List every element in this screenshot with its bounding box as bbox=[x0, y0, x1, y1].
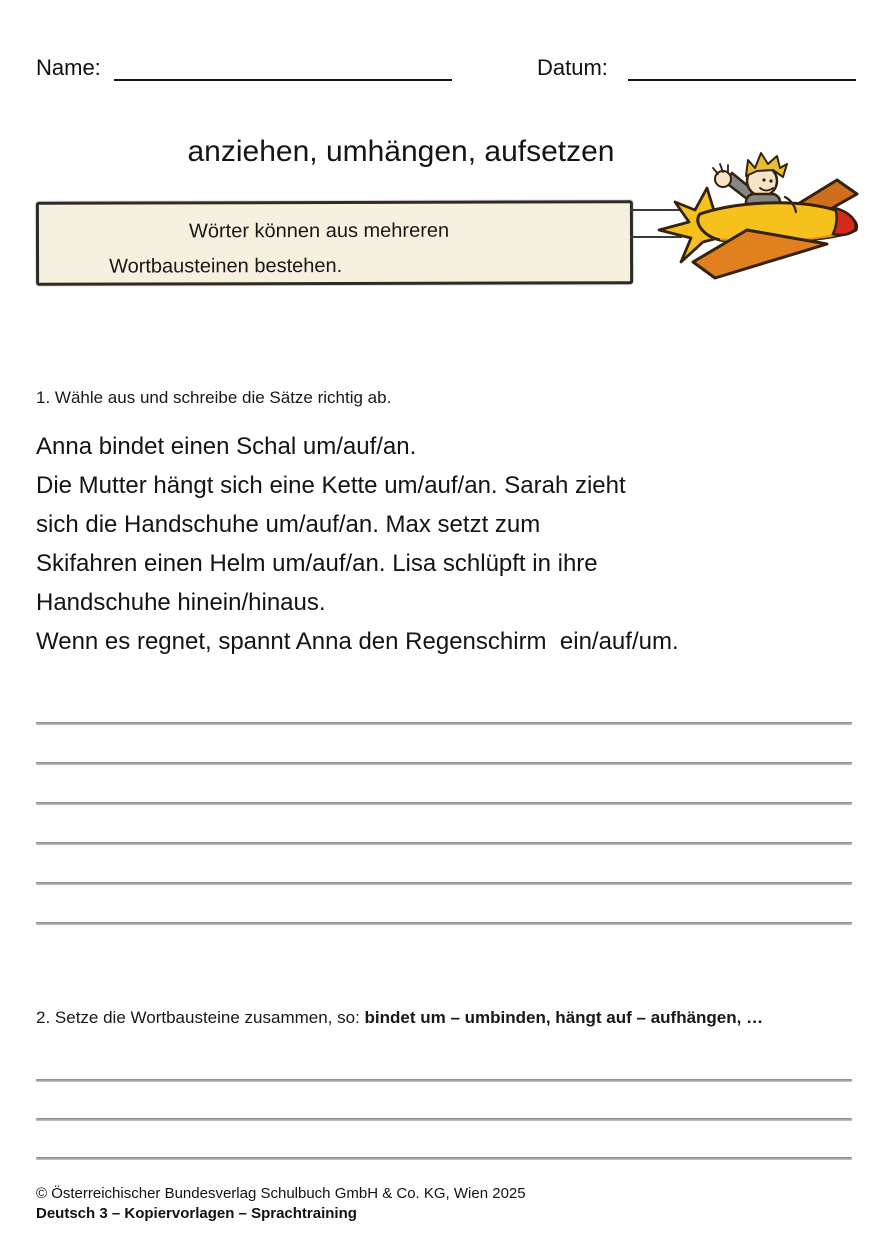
copyright-line: © Österreichischer Bundesverlag Schulbuch GmbH & Co. KG, Wien 2025 bbox=[36, 1185, 526, 1202]
writing-line[interactable] bbox=[36, 1118, 852, 1121]
date-fill-line[interactable] bbox=[628, 79, 856, 81]
series-line: Deutsch 3 – Kopiervorlagen – Sprachtraining bbox=[36, 1205, 357, 1222]
writing-line[interactable] bbox=[36, 802, 852, 805]
plane-nose-icon bbox=[833, 208, 856, 235]
writing-line[interactable] bbox=[36, 1079, 852, 1082]
task1-sentence: Handschuhe hinein/hinaus. bbox=[36, 589, 326, 616]
task2-instruction bbox=[36, 1008, 763, 1028]
task1-sentence: Anna bindet einen Schal um/auf/an. bbox=[36, 433, 417, 460]
banner-text-line2: Wortbausteinen bestehen. bbox=[109, 254, 343, 278]
task1-text-block bbox=[36, 427, 856, 661]
banner-text-line1: Wörter können aus mehreren bbox=[188, 219, 450, 243]
task2-instruction-example: bindet um – umbinden, hängt auf – aufhängen, … bbox=[364, 1008, 764, 1027]
writing-line[interactable] bbox=[36, 842, 852, 845]
writing-line[interactable] bbox=[36, 722, 852, 725]
page-title: anziehen, umhängen, aufsetzen bbox=[187, 135, 615, 168]
name-fill-line[interactable] bbox=[114, 79, 452, 81]
writing-line[interactable] bbox=[36, 762, 852, 765]
writing-line[interactable] bbox=[36, 922, 852, 925]
writing-line[interactable] bbox=[36, 882, 852, 885]
writing-line[interactable] bbox=[36, 1157, 852, 1160]
task1-sentence: sich die Handschuhe um/auf/an. Max setzt zum bbox=[36, 511, 541, 538]
task2-instruction-prefix: 2. Setze die Wortbausteine zusammen, so: bbox=[36, 1008, 365, 1027]
page-footer bbox=[36, 1184, 526, 1224]
task1-sentence: Die Mutter hängt sich eine Kette um/auf/an. Sarah zieht bbox=[36, 472, 626, 499]
name-label: Name: bbox=[36, 55, 101, 80]
task1-writing-area bbox=[36, 722, 852, 962]
airplane-illustration bbox=[645, 150, 880, 318]
banner-box bbox=[36, 200, 633, 286]
date-label: Datum: bbox=[537, 55, 608, 80]
task1-sentence: Skifahren einen Helm um/auf/an. Lisa schlüpft in ihre bbox=[36, 550, 598, 577]
task1-instruction: 1. Wähle aus und schreibe die Sätze richtig ab. bbox=[36, 388, 392, 407]
task1-sentence: Wenn es regnet, spannt Anna den Regenschirm ein/auf/um. bbox=[36, 628, 679, 655]
task2-writing-area bbox=[36, 1079, 852, 1196]
